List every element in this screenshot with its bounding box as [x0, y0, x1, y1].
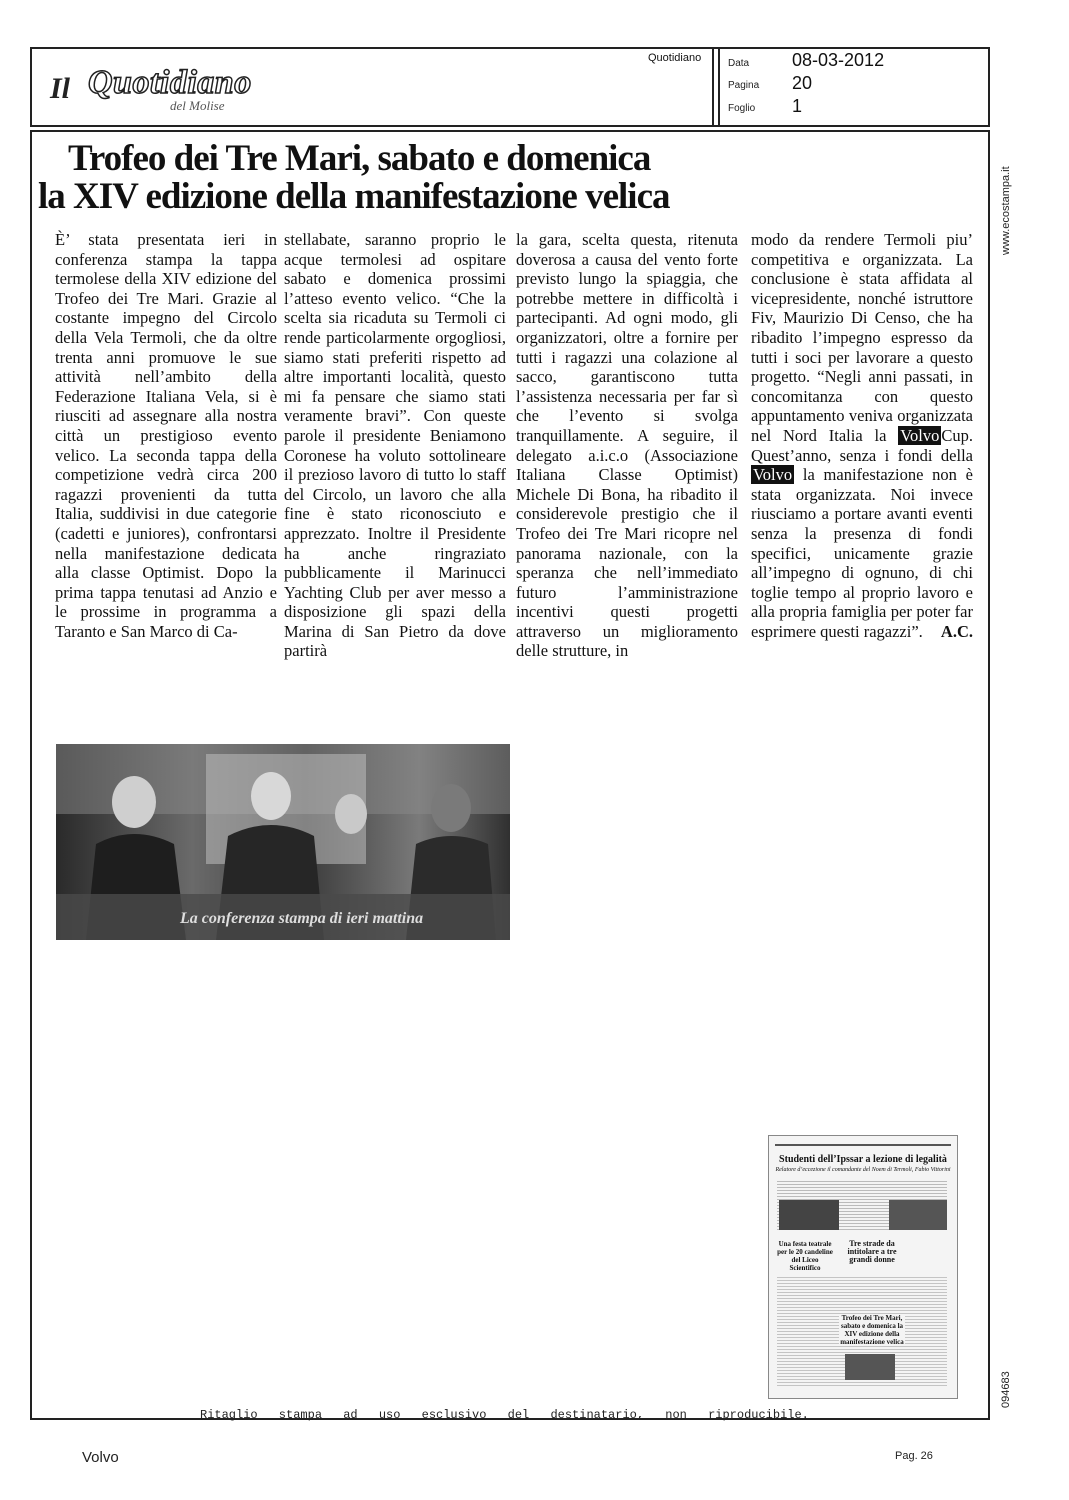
article-column-4 — [751, 230, 973, 641]
article-column-1: È’ stata presentata ieri in conferenza stampa la tappa termolese della XIV edizione del Trofeo dei Tre Mari. Grazie al costante impegno del Circolo della Vela Termoli, che da oltre trenta anni promuove le sue attività nell’ambito della Federazione Italiana Vela, si è riusciti ad assegnare alla nostra città un prestigioso evento velico. La seconda tappa della competizione vedrà circa 200 ragazzi provenienti da tutta Italia, suddivisi in due categorie (cadetti e juniores), confrontarsi nella manifestazione dedicata alla classe Optimist. Dopo la prima tappa tenutasi ad Anzio e le prossime in programma a Taranto e San Marco di Ca- — [55, 230, 277, 641]
thumb-box-2: Tre strade da intitolare a tre grandi donne — [847, 1239, 897, 1264]
logo-sub: del Molise — [170, 98, 225, 113]
meta-page-value: 20 — [792, 73, 813, 93]
header-divider — [712, 47, 714, 127]
side-url: www.ecostampa.it — [1000, 166, 1012, 255]
meta-sheet-value: 1 — [792, 96, 803, 116]
footer-page-number: Pag. 26 — [895, 1450, 933, 1462]
headline-line-2: la XIV edizione della manifestazione velica — [38, 176, 670, 217]
thumb-photo — [889, 1200, 947, 1230]
newspaper-logo — [50, 60, 290, 120]
meta-page-label: Pagina — [728, 80, 760, 91]
column-4-text-a: modo da rendere Termoli piu’ competitiva e organizzata. La conclusione è stata affidata al vicepresidente, nonché istruttore Fiv, Maurizio Di Censo, che ha ribadito l’impegno espresso da tutti i soci per lavorare a questo progetto. “Negli anni passati, in concomitanza con questo appuntamento veniva organizzata nel Nord Italia la — [751, 230, 973, 445]
thumb-box-1: Una festa teatrale per le 20 candeline del Liceo Scientifico — [777, 1240, 833, 1272]
photo-caption: La conferenza stampa di ieri mattina — [180, 910, 424, 927]
column-4-text-b: Cup. Quest’anno, senza i fondi della — [751, 425, 973, 465]
logo-main: Quotidiano — [88, 64, 252, 101]
reproduction-notice: Ritaglio stampa ad uso esclusivo del destinatario, non riproducibile. — [200, 1408, 809, 1422]
side-code: 094683 — [1000, 1371, 1012, 1408]
meta-date-label: Data — [728, 58, 750, 69]
thumb-box-3: Trofeo dei Tre Mari, sabato e domenica la XIV edizione della manifestazione velica — [840, 1314, 904, 1346]
thumb-title: Studenti dell’Ipssar a lezione di legalità — [779, 1154, 947, 1165]
thumb-photo — [845, 1354, 895, 1380]
article-column-2: stellabate, saranno proprio le acque termolesi ad ospitare sabato e domenica prossimi l’atteso evento velico. “Che la scelta sia ricaduta su Termoli ci rende particolarmente orgogliosi, siamo stati preferiti rispetto ad altre importanti località, questo mi fa pensare che siamo stati veramente bravi”. Con queste parole il presidente Beniamono Coronese ha voluto sottolineare il prezioso lavoro di tutto lo staff del Circolo, un lavoro che alla fine è stato riconosciuto e apprezzato. Inoltre il Presidente ha anche ringraziato pubblicamente il Marinucci Yachting Club per aver messo a disposizione gli spazi della Marina di San Pietro da dove partirà — [284, 230, 506, 661]
thumb-subtitle: Relatore d’eccezione il comandante del Noem di Termoli, Fabio Vittorini — [775, 1167, 951, 1173]
meta-date-value: 08-03-2012 — [792, 50, 885, 70]
publication-type: Quotidiano — [648, 52, 702, 64]
article-column-3: la gara, scelta questa, ritenuta doverosa a causa del vento forte previsto lungo la spiaggia, che potrebbe mettere in difficoltà i partecipanti. Ad ogni modo, gli organizzatori, oltre a fornire per tutti i ragazzi una colazione al sacco, garantiscono tutta l’assistenza necessaria per far sì che l’evento si svolga tranquillamente. A seguire, il delegato a.i.c.o (Associazione Italiana Classe Optimist) Michele Di Bona, ha ribadito il considerevole prestigio che il Trofeo dei Tre Mari ricopre nel panorama nazionale, con la speranza che nell’immediato futuro l’amministrazione incentivi questi progetti attraverso un miglioramento delle strutture, in — [516, 230, 738, 661]
header-divider — [718, 47, 720, 127]
headline-line-1: Trofeo dei Tre Mari, sabato e domenica — [68, 138, 651, 179]
column-4-text-c: la manifestazione non è stata organizzata. Noi invece riusciamo a portare avanti eventi senza la presenza di fondi specifici, unicamente grazie all’impegno di ognuno, di chi toglie tempo al proprio lavoro e alla propria famiglia per poter far esprimere questi ragazzi”. — [751, 465, 974, 641]
logo-il: Il — [50, 72, 71, 105]
article-headline — [38, 140, 758, 216]
thumb-rule — [775, 1144, 951, 1146]
footer-client: Volvo — [82, 1449, 119, 1466]
volvo-highlight: Volvo — [753, 465, 793, 485]
volvo-highlight: Volvo — [900, 425, 940, 445]
page-thumbnail — [768, 1135, 958, 1399]
thumb-photo — [779, 1200, 839, 1230]
author-signature: A.C. — [940, 621, 973, 641]
meta-sheet-label: Foglio — [728, 103, 756, 114]
